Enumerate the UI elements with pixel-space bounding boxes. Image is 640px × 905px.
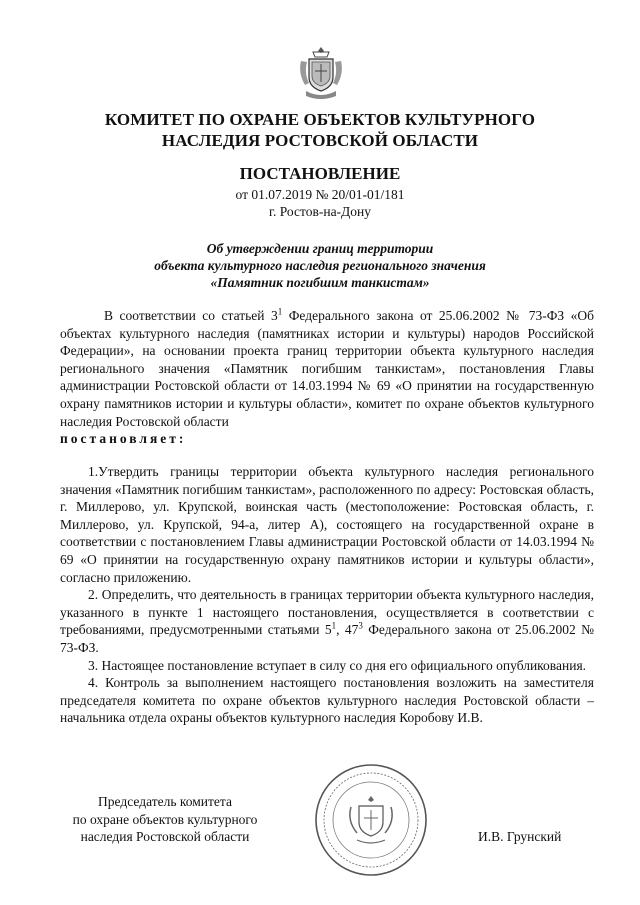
preamble-text-part1: В соответствии со статьей 3: [104, 308, 278, 323]
preamble-paragraph: [60, 307, 594, 430]
preamble-superscript: 1: [277, 306, 283, 317]
document-place: г. Ростов-на-Дону: [268, 204, 371, 219]
resolution-items: [60, 463, 594, 727]
item-3: 3. Настоящее постановление вступает в силу со дня его официального опубликования.: [88, 657, 587, 673]
item-1: 1.Утвердить границы территории объекта культурного наследия регионального значения «Памятник погибшим танкистам», расположенного по адресу: Ростовская область, г. Миллерово, ул. Крупской, воинская часть (местоположение: Ростовская область, г. Миллерово, ул. Крупской, 94-а, литер А), состоящего на государственной охране в соответствии с постановлением Главы администрации Ростовской области от 14.03.1994 № 69 «О принятии на государственную охрану памятников истории и культуры области», согласно приложению.: [60, 464, 594, 585]
preamble: [60, 307, 594, 448]
item-2-part3: Федерального закона от 25.06.2002 № 73-ФЗ.: [60, 622, 594, 655]
signatory-position-line1: Председатель комитета: [98, 794, 232, 809]
item-2-part2: , 47: [336, 622, 359, 638]
subject-line1: Об утверждении границ территории: [206, 241, 434, 256]
item-4: 4. Контроль за выполнением настоящего постановления возложить на заместителя председателя комитета по охране объектов культурного наследия Ростовской области – начальника отдела охраны объектов культурного наследия Коробову И.В.: [60, 675, 594, 726]
signatory-position-line3: наследия Ростовской области: [80, 829, 250, 845]
item-2-sup2: 3: [358, 620, 363, 631]
organization-name-line1: КОМИТЕТ ПО ОХРАНЕ ОБЪЕКТОВ КУЛЬТУРНОГО: [104, 110, 536, 129]
signatory-position: [60, 793, 270, 846]
organization-name-line2: НАСЛЕДИЯ РОСТОВСКОЙ ОБЛАСТИ: [161, 131, 479, 150]
subject-line2: объекта культурного наследия регионального значения: [154, 258, 486, 273]
signatory-position-line2: по охране объектов культурного: [72, 811, 258, 827]
coat-of-arms-icon: [296, 44, 346, 100]
item-2-sup1: 1: [331, 620, 337, 631]
document-type: ПОСТАНОВЛЕНИЕ: [239, 164, 401, 183]
item-2: [60, 586, 594, 656]
signatory-name: И.В. Грунский: [478, 829, 562, 844]
item-2-part1: 2. Определить, что деятельность в границах территории объекта культурного наследия, указанного в пункте 1 настоящего постановления, осуществляется в соответствии с требованиями, предусмотренными статьями 5: [60, 587, 594, 638]
subject-line3: «Памятник погибшим танкистам»: [210, 275, 430, 290]
document-date-number: от 01.07.2019 № 20/01-01/181: [235, 187, 405, 202]
organization-name: [60, 109, 580, 151]
official-seal-icon: [313, 762, 429, 878]
resolves-word: постановляет:: [60, 431, 187, 447]
document-subject: [60, 240, 580, 291]
preamble-text-part2: Федерального закона от 25.06.2002 № 73-ФЗ «Об объектах культурного наследия (памятниках истории и культуры) народов Российской Федерации», на основании проекта границ территории объекта культурного наследия регионального значения «Памятник погибшим танкистам», постановления Главы администрации Ростовской области от 14.03.1994 № 69 «О принятии на государственную охрану памятников истории и культуры области», комитет по охране объектов культурного наследия Ростовской области: [60, 308, 594, 429]
